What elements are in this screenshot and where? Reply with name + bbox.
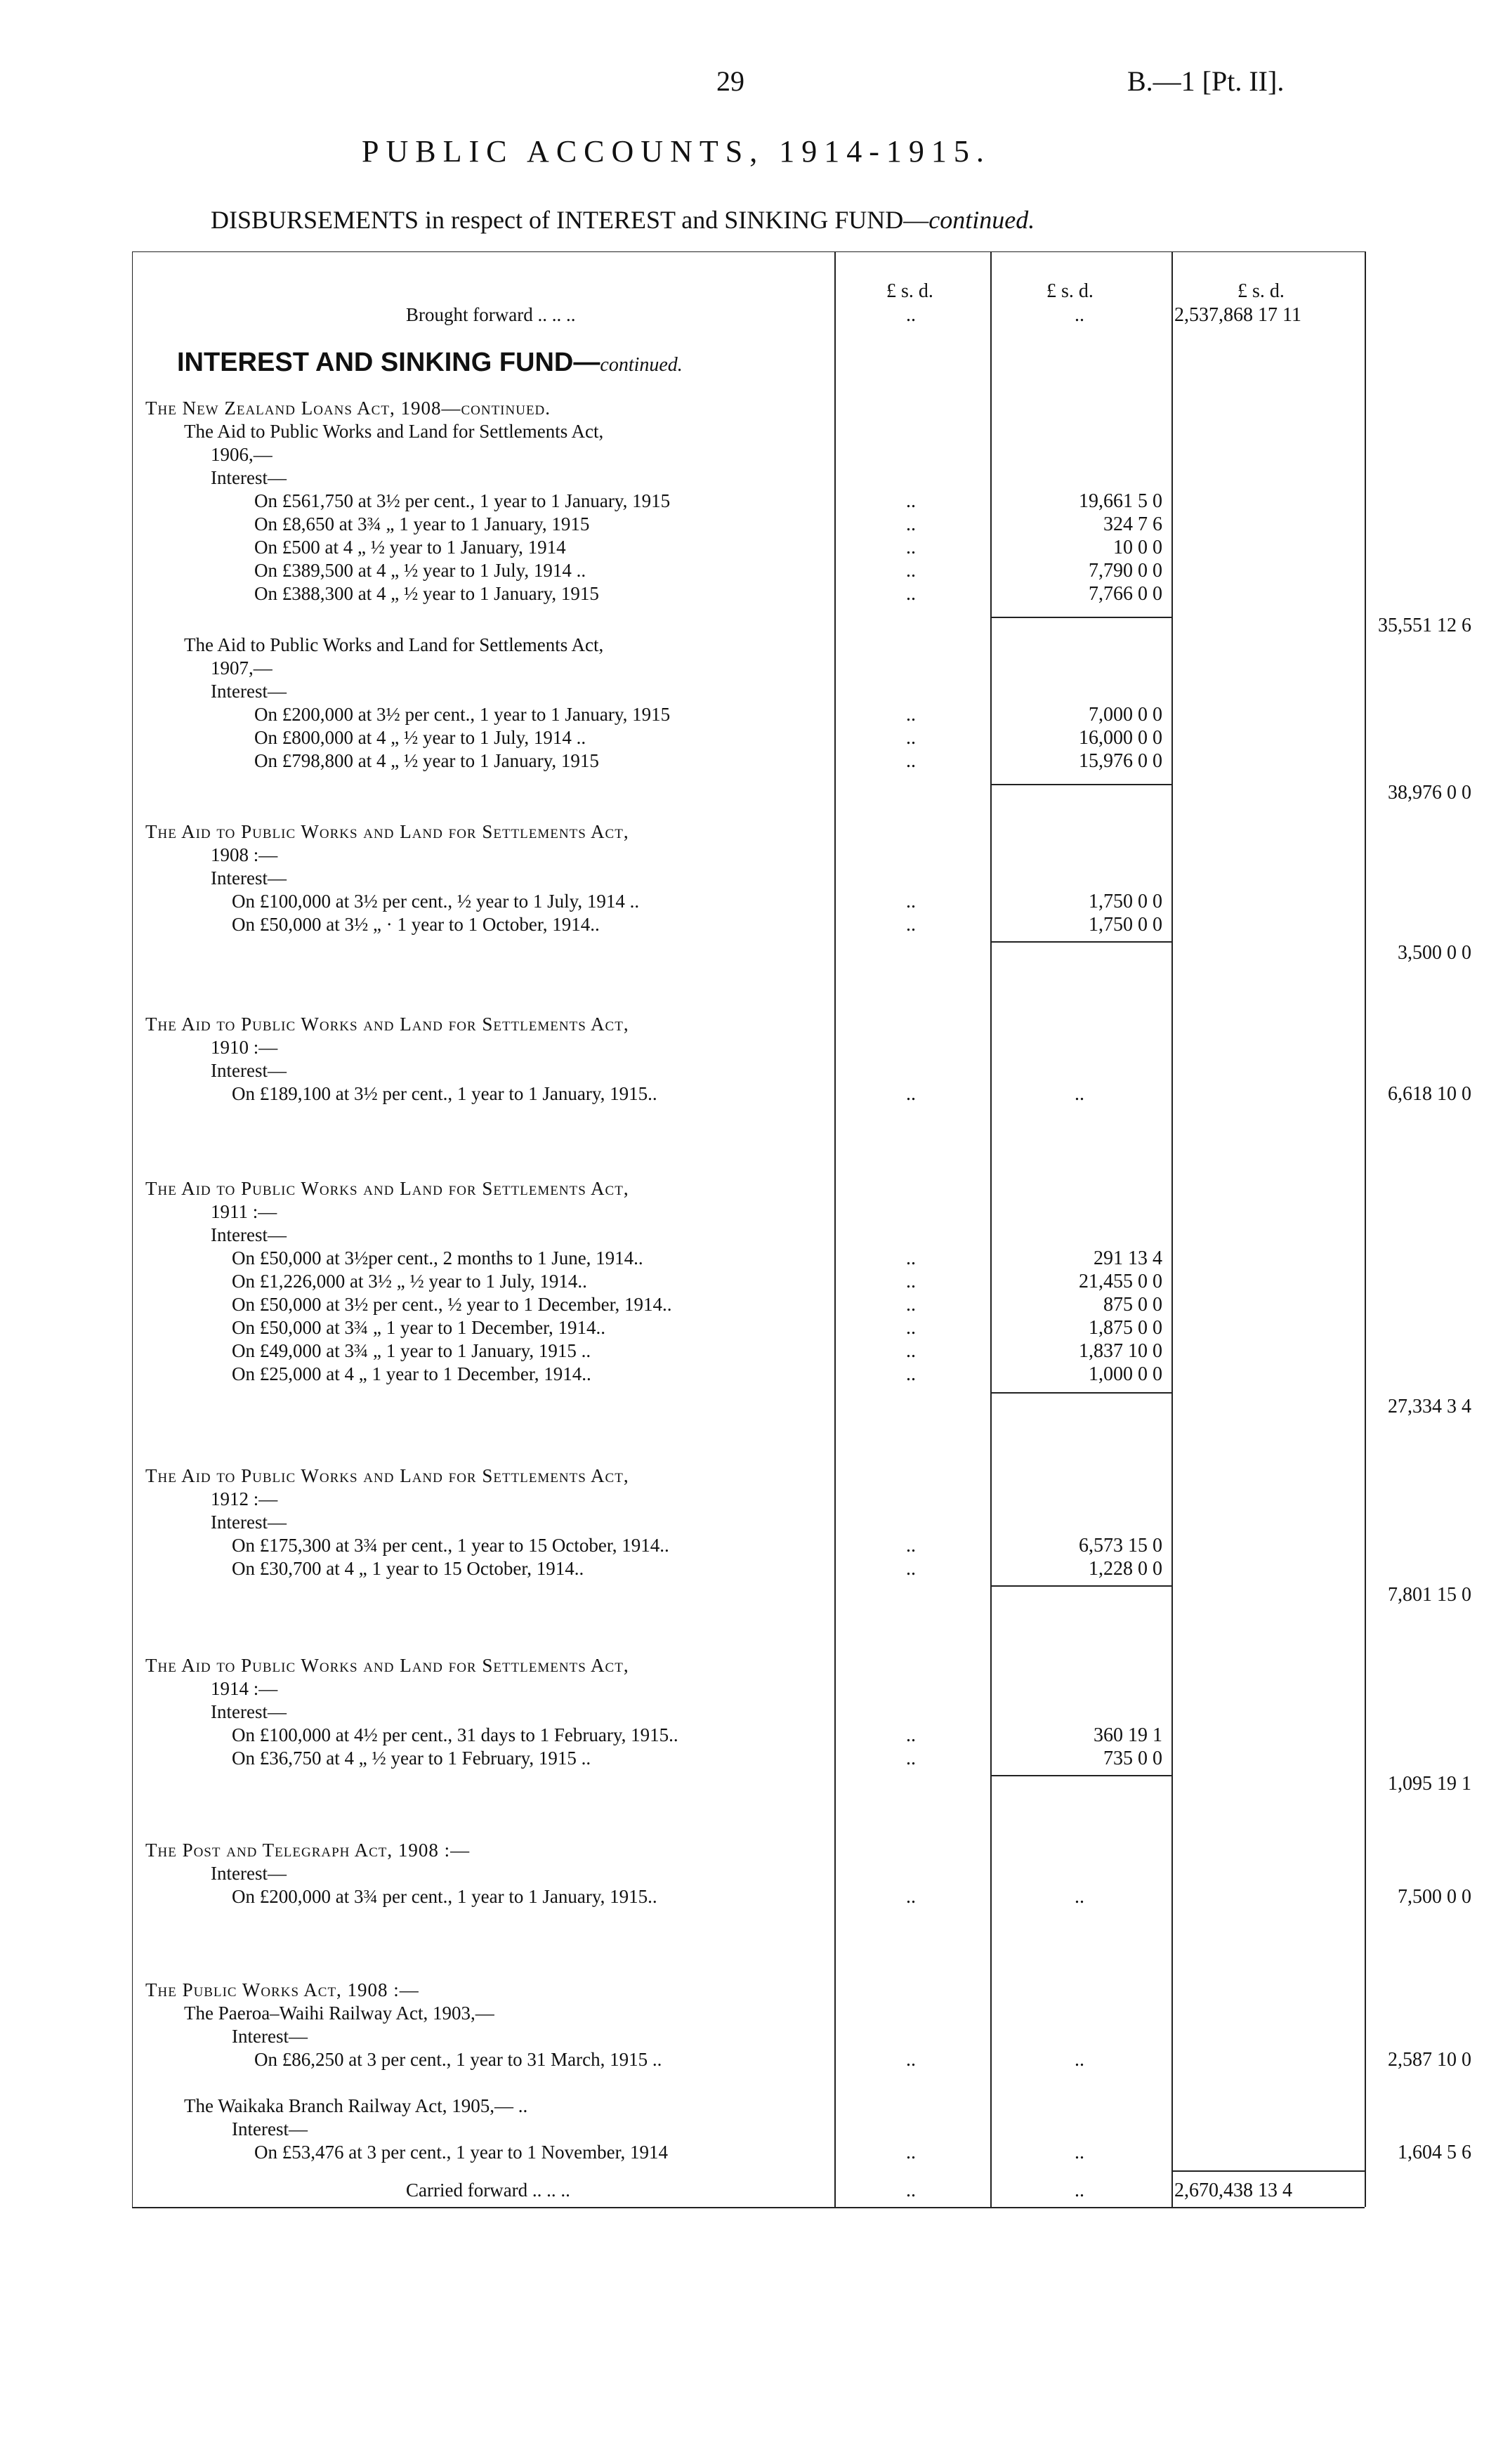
act1914-total: 1,095 19 1	[1388, 1773, 1471, 1795]
act1906-row: On £561,750 at 3½ per cent., 1 year to 1 January, 1915	[254, 490, 671, 511]
act1908-interest: Interest—	[211, 867, 287, 889]
post-telegraph-total: 7,500 0 0	[1398, 1886, 1471, 1908]
section-heading	[177, 348, 683, 378]
act1908-title1: The Aid to Public Works and Land for Settlements Act,	[145, 821, 629, 842]
act1911-c1: ..	[906, 1363, 916, 1385]
act1908-title2: 1908 :—	[211, 844, 278, 865]
act1912-row: On £30,700 at 4 „ 1 year to 15 October, 1914..	[232, 1558, 584, 1579]
act1911-title1: The Aid to Public Works and Land for Settlements Act,	[145, 1178, 629, 1199]
act1911-subtotal-rule	[990, 1392, 1171, 1394]
act1906-row: On £8,650 at 3¾ „ 1 year to 1 January, 1915	[254, 513, 590, 535]
carried-forward-col2: ..	[1075, 2180, 1084, 2201]
act1914-c2: 360 19 1	[1094, 1724, 1162, 1746]
act1914-row: On £100,000 at 4½ per cent., 31 days to 1 February, 1915..	[232, 1724, 678, 1745]
act1912-total: 7,801 15 0	[1388, 1584, 1471, 1606]
public-works-title: The Public Works Act, 1908 :—	[145, 1979, 419, 2000]
act1908-c2: 1,750 0 0	[1089, 891, 1162, 912]
act1908-total: 3,500 0 0	[1398, 942, 1471, 964]
page-subtitle	[211, 205, 1035, 235]
act1907-row: On £200,000 at 3½ per cent., 1 year to 1 January, 1915	[254, 704, 671, 725]
act1910-total: 6,618 10 0	[1388, 1083, 1471, 1105]
act1906-c2: 19,661 5 0	[1079, 490, 1162, 512]
act1914-c1: ..	[906, 1724, 916, 1746]
act1911-row: On £50,000 at 3½ per cent., ½ year to 1 December, 1914..	[232, 1294, 672, 1315]
act1906-c2: 10 0 0	[1113, 537, 1162, 558]
act1907-c1: ..	[906, 704, 916, 726]
paeroa-row: On £86,250 at 3 per cent., 1 year to 31 March, 1915 ..	[254, 2049, 662, 2070]
act1912-interest: Interest—	[211, 1512, 287, 1533]
act1914-interest: Interest—	[211, 1701, 287, 1722]
carried-forward-col1: ..	[906, 2180, 916, 2201]
act1910-c2: ..	[1075, 1083, 1084, 1105]
act1906-total: 35,551 12 6	[1378, 615, 1471, 636]
paeroa-total: 2,587 10 0	[1388, 2049, 1471, 2071]
section-heading-main: INTEREST AND SINKING FUND—	[177, 348, 600, 377]
subtitle-main: DISBURSEMENTS in respect of INTEREST and SINKING FUND—	[211, 206, 929, 234]
column-divider-2	[990, 251, 992, 2207]
act1912-title2: 1912 :—	[211, 1488, 278, 1509]
page-number: 29	[716, 65, 744, 97]
act1911-c1: ..	[906, 1271, 916, 1292]
carried-forward-col3: 2,670,438 13 4	[1174, 2180, 1292, 2201]
waikaka-interest: Interest—	[232, 2118, 308, 2139]
paeroa-title: The Paeroa–Waihi Railway Act, 1903,—	[184, 2003, 494, 2024]
act1912-c2: 1,228 0 0	[1089, 1558, 1162, 1580]
act1912-c1: ..	[906, 1535, 916, 1557]
act1906-c2: 7,790 0 0	[1089, 560, 1162, 582]
act1910-c1: ..	[906, 1083, 916, 1105]
post-telegraph-c2: ..	[1075, 1886, 1084, 1908]
document-reference: B.—1 [Pt. II].	[1127, 65, 1285, 97]
post-telegraph-c1: ..	[906, 1886, 916, 1908]
act1911-c2: 1,875 0 0	[1089, 1317, 1162, 1339]
waikaka-c2: ..	[1075, 2142, 1084, 2163]
act1911-c2: 875 0 0	[1103, 1294, 1162, 1316]
post-telegraph-interest: Interest—	[211, 1863, 287, 1884]
act1906-row: On £388,300 at 4 „ ½ year to 1 January, 1915	[254, 583, 599, 604]
paeroa-interest: Interest—	[232, 2026, 308, 2047]
table-top-rule	[132, 251, 1365, 252]
act1911-row: On £50,000 at 3¾ „ 1 year to 1 December, 1914..	[232, 1317, 606, 1338]
act1911-c1: ..	[906, 1294, 916, 1316]
post-telegraph-row: On £200,000 at 3¾ per cent., 1 year to 1 January, 1915..	[232, 1886, 657, 1907]
paeroa-c2: ..	[1075, 2049, 1084, 2071]
act1912-c2: 6,573 15 0	[1079, 1535, 1162, 1557]
act1907-c1: ..	[906, 727, 916, 749]
col1-header: £ s. d.	[886, 280, 933, 302]
act1907-c2: 16,000 0 0	[1079, 727, 1162, 749]
act1911-title2: 1911 :—	[211, 1201, 277, 1222]
act1910-title1: The Aid to Public Works and Land for Settlements Act,	[145, 1014, 629, 1035]
act1914-c2: 735 0 0	[1103, 1748, 1162, 1769]
table-left-rule	[132, 251, 133, 2207]
act1906-c2: 324 7 6	[1103, 513, 1162, 535]
brought-forward-col1: ..	[906, 304, 916, 326]
act1908-c2: 1,750 0 0	[1089, 914, 1162, 936]
act1910-title2: 1910 :—	[211, 1037, 278, 1058]
section-heading-italic: continued.	[600, 354, 683, 376]
act1912-title1: The Aid to Public Works and Land for Settlements Act,	[145, 1465, 629, 1486]
act1906-row: On £500 at 4 „ ½ year to 1 January, 1914	[254, 537, 566, 558]
act1912-c1: ..	[906, 1558, 916, 1580]
paeroa-c1: ..	[906, 2049, 916, 2071]
act1911-row: On £1,226,000 at 3½ „ ½ year to 1 July, 1914..	[232, 1271, 587, 1292]
act1908-subtotal-rule	[990, 941, 1171, 943]
act1907-interest: Interest—	[211, 681, 287, 702]
act1906-interest: Interest—	[211, 467, 287, 488]
act1906-title2: 1906,—	[211, 444, 273, 465]
act1912-row: On £175,300 at 3¾ per cent., 1 year to 15 October, 1914..	[232, 1535, 669, 1556]
act1907-title2: 1907,—	[211, 657, 273, 679]
act1907-title1: The Aid to Public Works and Land for Settlements Act,	[184, 634, 604, 655]
carried-forward-rule	[1171, 2170, 1365, 2172]
act1906-row: On £389,500 at 4 „ ½ year to 1 July, 1914 ..	[254, 560, 586, 581]
col2-header: £ s. d.	[1046, 280, 1094, 302]
act1907-row: On £800,000 at 4 „ ½ year to 1 July, 1914 ..	[254, 727, 586, 748]
act1911-c1: ..	[906, 1317, 916, 1339]
waikaka-title: The Waikaka Branch Railway Act, 1905,— ..	[184, 2095, 528, 2116]
subtitle-italic: continued.	[928, 206, 1035, 234]
act1910-interest: Interest—	[211, 1060, 287, 1081]
act1907-row: On £798,800 at 4 „ ½ year to 1 January, 1915	[254, 750, 599, 771]
act1911-c2: 1,000 0 0	[1089, 1363, 1162, 1385]
act1914-title1: The Aid to Public Works and Land for Settlements Act,	[145, 1655, 629, 1676]
act1907-c1: ..	[906, 750, 916, 772]
act1911-total: 27,334 3 4	[1388, 1396, 1471, 1417]
act1910-row: On £189,100 at 3½ per cent., 1 year to 1 January, 1915..	[232, 1083, 657, 1104]
act1906-c1: ..	[906, 583, 916, 605]
act1912-subtotal-rule	[990, 1585, 1171, 1587]
act1914-title2: 1914 :—	[211, 1678, 278, 1699]
brought-forward-label: Brought forward .. .. ..	[406, 304, 576, 325]
table-right-rule	[1365, 251, 1366, 2207]
act1911-c1: ..	[906, 1340, 916, 1362]
column-divider-1	[834, 251, 836, 2207]
brought-forward-col2: ..	[1075, 304, 1084, 326]
act1906-c1: ..	[906, 513, 916, 535]
act1911-c2: 1,837 10 0	[1079, 1340, 1162, 1362]
waikaka-c1: ..	[906, 2142, 916, 2163]
act1908-row: On £50,000 at 3½ „ · 1 year to 1 October, 1914..	[232, 914, 600, 935]
waikaka-row: On £53,476 at 3 per cent., 1 year to 1 November, 1914	[254, 2142, 669, 2163]
act1914-c1: ..	[906, 1748, 916, 1769]
act1906-c1: ..	[906, 490, 916, 512]
act1914-row: On £36,750 at 4 „ ½ year to 1 February, 1915 ..	[232, 1748, 591, 1769]
act1911-row: On £25,000 at 4 „ 1 year to 1 December, 1914..	[232, 1363, 591, 1384]
act1911-interest: Interest—	[211, 1224, 287, 1245]
act1907-total: 38,976 0 0	[1388, 782, 1471, 804]
brought-forward-col3: 2,537,868 17 11	[1174, 304, 1301, 326]
act1906-c2: 7,766 0 0	[1089, 583, 1162, 605]
carried-forward-label: Carried forward .. .. ..	[406, 2180, 570, 2201]
act1908-c1: ..	[906, 914, 916, 936]
act1906-c1: ..	[906, 537, 916, 558]
post-telegraph-title: The Post and Telegraph Act, 1908 :—	[145, 1840, 471, 1861]
column-divider-3	[1171, 251, 1173, 2207]
act1907-subtotal-rule	[990, 784, 1171, 785]
page-title: PUBLIC ACCOUNTS, 1914-1915.	[362, 134, 991, 169]
nz-loans-heading: The New Zealand Loans Act, 1908—continued.	[145, 398, 551, 419]
col3-header: £ s. d.	[1237, 280, 1285, 302]
act1911-row: On £49,000 at 3¾ „ 1 year to 1 January, 1915 ..	[232, 1340, 591, 1361]
act1907-c2: 15,976 0 0	[1079, 750, 1162, 772]
act1906-c1: ..	[906, 560, 916, 582]
act1908-c1: ..	[906, 891, 916, 912]
waikaka-total: 1,604 5 6	[1398, 2142, 1471, 2163]
table-bottom-rule	[132, 2207, 1365, 2208]
act1911-c2: 291 13 4	[1094, 1247, 1162, 1269]
act1906-subtotal-rule	[990, 617, 1171, 618]
act1906-title1: The Aid to Public Works and Land for Settlements Act,	[184, 421, 604, 442]
act1907-c2: 7,000 0 0	[1089, 704, 1162, 726]
act1908-row: On £100,000 at 3½ per cent., ½ year to 1 July, 1914 ..	[232, 891, 640, 912]
act1911-row: On £50,000 at 3½per cent., 2 months to 1 June, 1914..	[232, 1247, 643, 1269]
act1911-c2: 21,455 0 0	[1079, 1271, 1162, 1292]
act1911-c1: ..	[906, 1247, 916, 1269]
act1914-subtotal-rule	[990, 1775, 1171, 1776]
